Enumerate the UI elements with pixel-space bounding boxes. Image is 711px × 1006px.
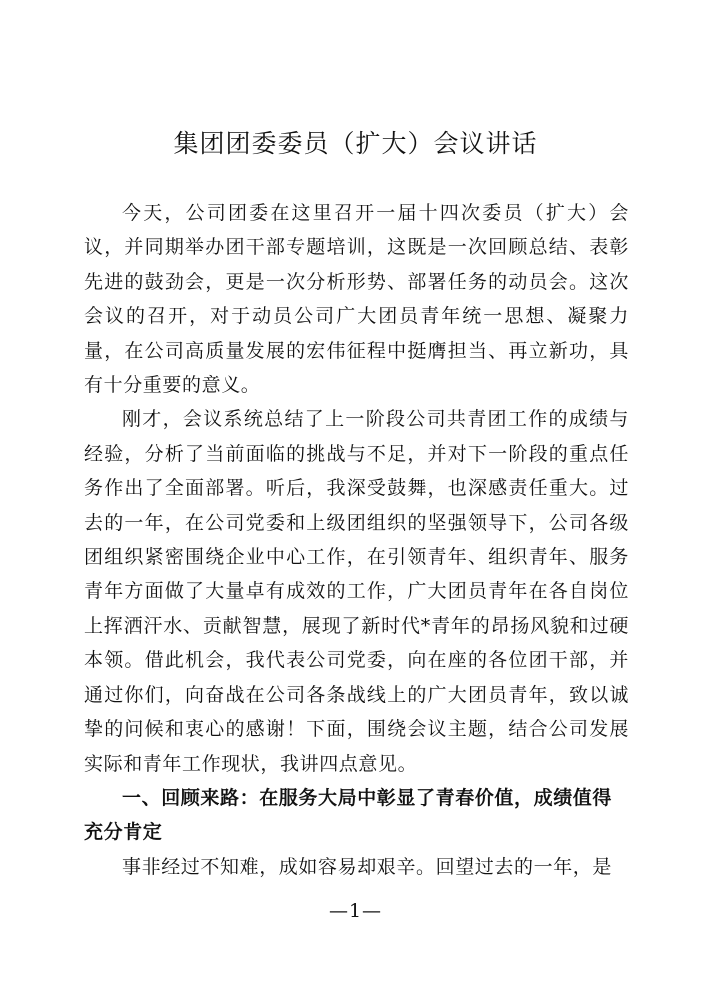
section-heading: 一、回顾来路：在服务大局中彰显了青春价值，成绩值得充分肯定 [84, 786, 613, 844]
document-body [84, 196, 629, 884]
page-number: —1— [328, 900, 383, 922]
paragraph-summary: 刚才，会议系统总结了上一阶段公司共青团工作的成绩与经验，分析了当前面临的挑战与不足，并对下一阶段的重点任务作出了全面部署。听后，我深受鼓舞，也深感责任重大。过去的一年，在公司党委和上级团组织的坚强领导下，公司各级团组织紧密围绕企业中心工作，在引领青年、组织青年、服务青年方面做了大量卓有成效的工作，广大团员青年在各自岗位上挥洒汗水、贡献智慧，展现了新时代*青年的昂扬风貌和过硬本领。借此机会，我代表公司党委，向在座的各位团干部，并通过你们，向奋战在公司各条战线上的广大团员青年，致以诚挚的问候和衷心的感谢！下面，围绕会议主题，结合公司发展实际和青年工作现状，我讲四点意见。 [84, 408, 629, 775]
paragraph-review: 事非经过不知难，成如容易却艰辛。回望过去的一年，是 [122, 855, 613, 878]
document-title: 集团团委委员（扩大）会议讲话 [173, 129, 538, 158]
paragraph-opening: 今天，公司团委在这里召开一届十四次委员（扩大）会议，并同期举办团干部专题培训，这既是一次回顾总结、表彰先进的鼓劲会，更是一次分析形势、部署任务的动员会。这次会议的召开，对于动员公司广大团员青年统一思想、凝聚力量，在公司高质量发展的宏伟征程中挺膺担当、再立新功，具有十分重要的意义。 [84, 202, 629, 397]
